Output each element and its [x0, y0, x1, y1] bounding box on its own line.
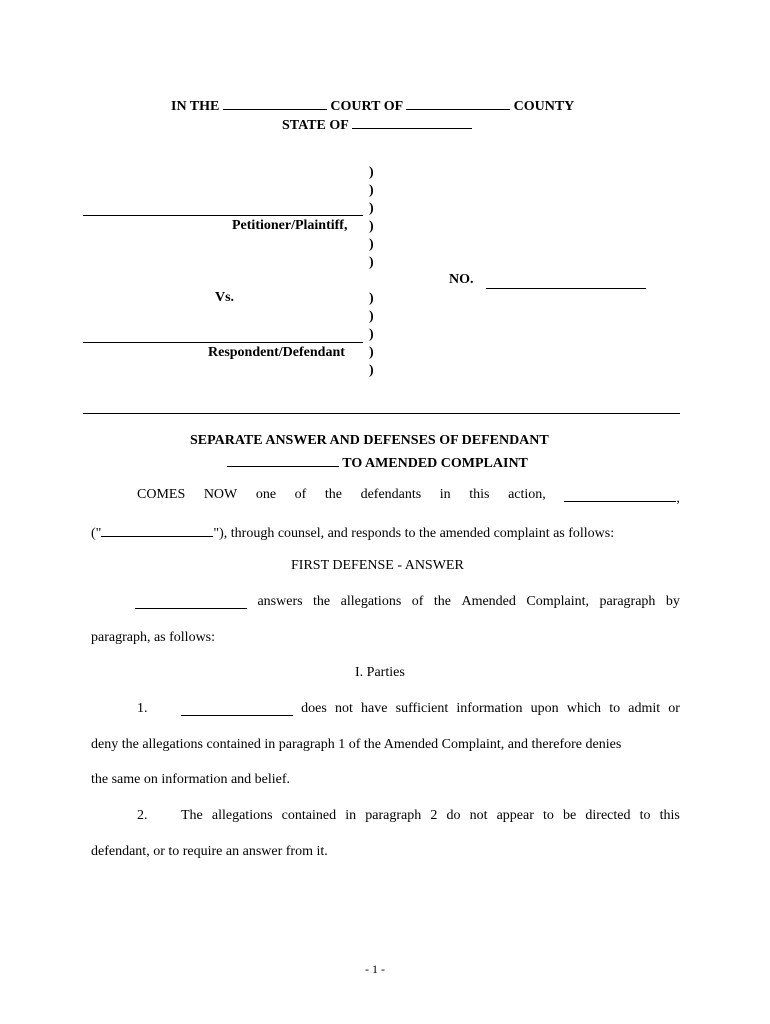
- word: by: [665, 594, 680, 609]
- para1-number: 1.: [137, 701, 148, 716]
- word: in: [345, 808, 357, 823]
- petitioner-name-line[interactable]: [83, 215, 363, 216]
- word: to: [639, 808, 651, 823]
- respondent-label: Respondent/Defendant: [208, 345, 345, 360]
- paren: ): [369, 219, 374, 234]
- defendant-blank[interactable]: [181, 701, 293, 716]
- state-of-label: STATE OF: [282, 118, 349, 133]
- court-of-label: COURT OF: [330, 99, 403, 114]
- court-blank[interactable]: [223, 95, 327, 110]
- short-name-blank[interactable]: [101, 522, 213, 537]
- open-quote: (": [91, 526, 102, 541]
- word: the: [433, 594, 451, 609]
- word: of: [294, 487, 307, 502]
- paren: ): [369, 201, 374, 216]
- word: have: [361, 701, 388, 716]
- para2-line2: defendant, or to require an answer from it.: [91, 844, 328, 859]
- paren: ): [369, 255, 374, 270]
- word: this: [469, 487, 490, 502]
- paren: ): [369, 309, 374, 324]
- para2-number: 2.: [137, 808, 148, 823]
- defendant-blank[interactable]: [564, 487, 676, 502]
- word: this: [659, 808, 680, 823]
- word: or: [668, 701, 680, 716]
- word: the: [324, 487, 342, 502]
- word: the: [313, 594, 331, 609]
- document-title-line1: SEPARATE ANSWER AND DEFENSES OF DEFENDANT: [190, 433, 549, 448]
- word: Amended: [461, 594, 516, 609]
- word: upon: [530, 701, 559, 716]
- paren: ): [369, 183, 374, 198]
- word: to: [543, 808, 554, 823]
- state-blank[interactable]: [352, 114, 472, 129]
- document-title-line2: [227, 452, 528, 472]
- word: do: [446, 808, 461, 823]
- court-header-line2: [282, 114, 472, 134]
- case-number-label: NO.: [449, 272, 474, 287]
- paren: ): [369, 327, 374, 342]
- comma: ,: [676, 491, 680, 506]
- word: sufficient: [395, 701, 449, 716]
- paren: ): [369, 291, 374, 306]
- paren: ): [369, 345, 374, 360]
- petitioner-label: Petitioner/Plaintiff,: [232, 218, 348, 233]
- word: action,: [508, 487, 546, 502]
- vs-label: Vs.: [215, 290, 235, 305]
- word: information: [456, 701, 523, 716]
- word: contained: [281, 808, 337, 823]
- para2-line1: [181, 808, 680, 824]
- word: COMES: [137, 487, 186, 502]
- paren: ): [369, 363, 374, 378]
- word: paragraph: [599, 594, 656, 609]
- county-label: COUNTY: [513, 99, 575, 114]
- word: does: [301, 701, 327, 716]
- word: directed: [585, 808, 631, 823]
- defendant-blank-group: [564, 487, 680, 507]
- defendant-name-blank[interactable]: [227, 452, 339, 467]
- answers-line2: paragraph, as follows:: [91, 630, 216, 645]
- word: not: [334, 701, 353, 716]
- intro-line1: [137, 487, 680, 507]
- paren: ): [369, 165, 374, 180]
- word: be: [563, 808, 577, 823]
- caption-divider: [83, 413, 680, 414]
- first-defense-heading: FIRST DEFENSE - ANSWER: [291, 558, 464, 573]
- word: allegations: [211, 808, 273, 823]
- intro-line2: [91, 522, 614, 542]
- word: which: [566, 701, 602, 716]
- page-number: - 1 -: [365, 962, 385, 976]
- parties-heading: I. Parties: [355, 665, 405, 680]
- word: The: [181, 808, 203, 823]
- paren: ): [369, 237, 374, 252]
- title-to-amended-label: TO AMENDED COMPLAINT: [342, 456, 528, 471]
- word: Complaint,: [526, 594, 589, 609]
- word: in: [439, 487, 451, 502]
- intro-line2-text: "), through counsel, and responds to the amended complaint as follows:: [213, 526, 615, 541]
- county-blank[interactable]: [406, 95, 510, 110]
- word: one: [255, 487, 277, 502]
- word: answers: [257, 594, 303, 609]
- word: 2: [430, 808, 438, 823]
- in-the-label: IN THE: [171, 99, 220, 114]
- para1-line1: [181, 701, 680, 717]
- word: allegations: [340, 594, 402, 609]
- word: NOW: [203, 487, 238, 502]
- word: of: [411, 594, 424, 609]
- word: admit: [628, 701, 661, 716]
- word: appear: [496, 808, 534, 823]
- respondent-name-line[interactable]: [83, 342, 363, 343]
- case-number-line[interactable]: [486, 288, 646, 289]
- court-header-line1: [171, 95, 574, 115]
- defendant-blank[interactable]: [135, 594, 247, 609]
- para1-line3: the same on information and belief.: [91, 772, 291, 787]
- para1-line2: deny the allegations contained in paragraph 1 of the Amended Complaint, and therefore denies: [91, 737, 622, 752]
- word: paragraph: [365, 808, 422, 823]
- word: to: [609, 701, 621, 716]
- answers-line1: [135, 594, 680, 610]
- word: defendants: [360, 487, 422, 502]
- word: not: [469, 808, 488, 823]
